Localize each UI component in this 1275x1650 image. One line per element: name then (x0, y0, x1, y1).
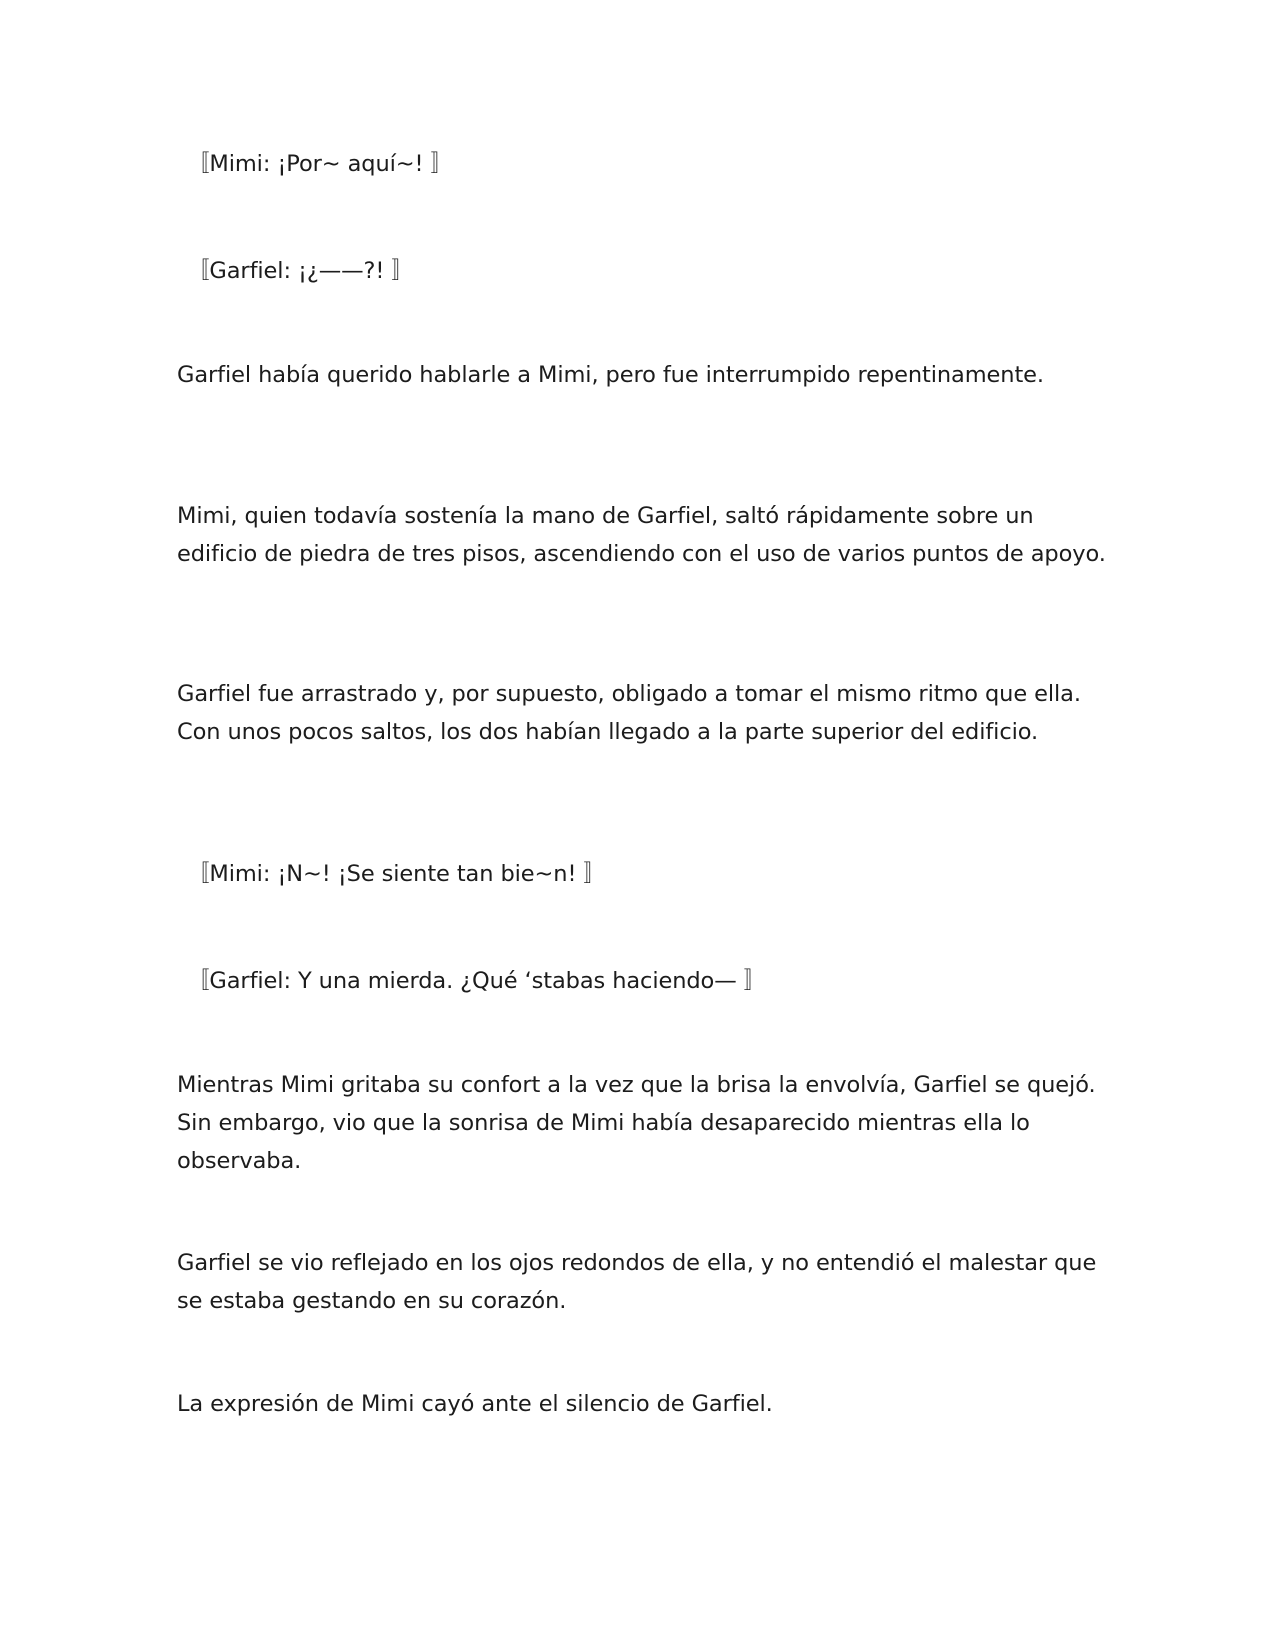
narrative-paragraph: Mientras Mimi gritaba su confort a la vez que la brisa la envolvía, Garfiel se quejó. Sin embargo, vio que la sonrisa de Mimi había desaparecido mientras ella lo observaba. (177, 1072, 1096, 1174)
narrative-paragraph: Garfiel había querido hablarle a Mimi, pero fue interrumpido repentinamente. (177, 362, 1044, 388)
dialogue-line: 〚Mimi: ¡N~! ¡Se siente tan bie~n! 〛 (187, 861, 606, 887)
dialogue-line: 〚Garfiel: ¡¿——?! 〛 (187, 258, 414, 284)
narrative-paragraph: La expresión de Mimi cayó ante el silencio de Garfiel. (177, 1391, 773, 1417)
narrative-paragraph: Mimi, quien todavía sostenía la mano de Garfiel, saltó rápidamente sobre un edificio de piedra de tres pisos, ascendiendo con el uso de varios puntos de apoyo. (177, 503, 1106, 567)
dialogue-line: 〚Mimi: ¡Por~ aquí~! 〛 (187, 151, 453, 177)
narrative-paragraph: Garfiel fue arrastrado y, por supuesto, obligado a tomar el mismo ritmo que ella. Con unos pocos saltos, los dos habían llegado a la parte superior del edificio. (177, 681, 1081, 745)
narrative-paragraph: Garfiel se vio reflejado en los ojos redondos de ella, y no entendió el malestar que se estaba gestando en su corazón. (177, 1250, 1097, 1314)
dialogue-line: 〚Garfiel: Y una mierda. ¿Qué ‘stabas haciendo— 〛 (187, 968, 767, 994)
